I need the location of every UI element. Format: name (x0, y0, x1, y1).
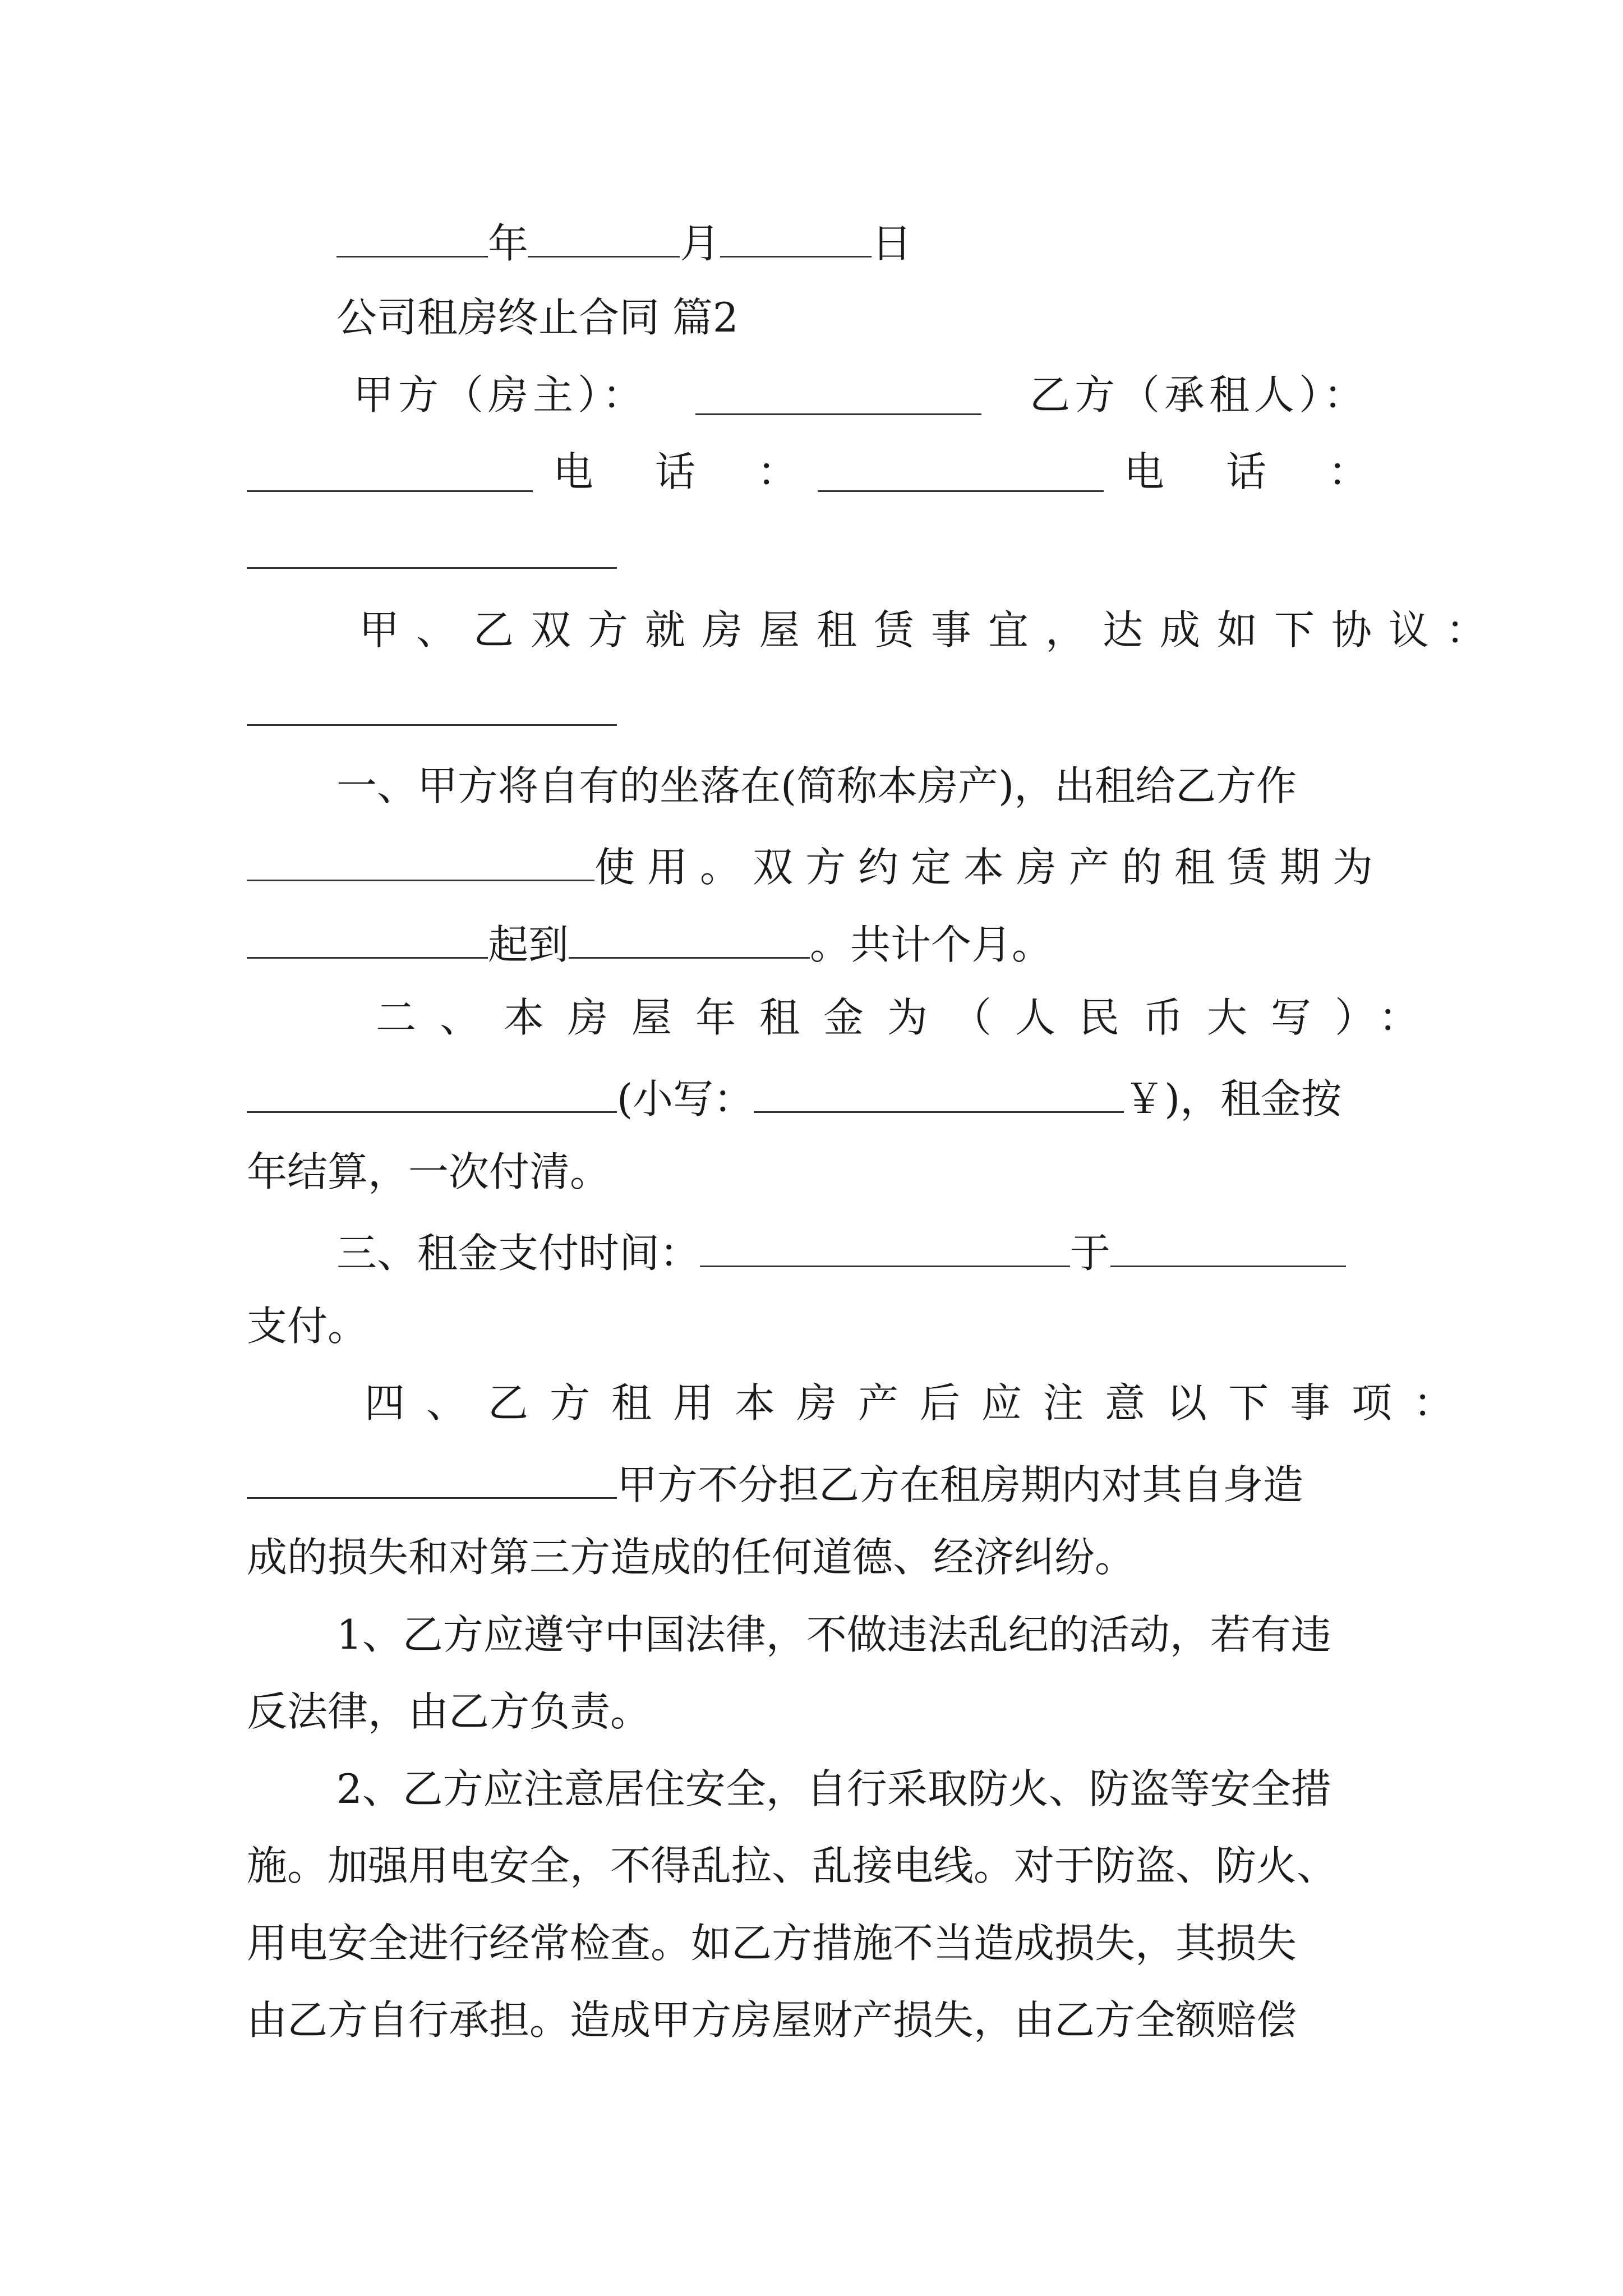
intro-line: 甲、乙双方就房屋租赁事宜，达成如下协议： (359, 606, 1504, 654)
party-b-label: 乙方（承租人）： (1029, 371, 1368, 418)
clause1-text-c2: 。共计个月。 (810, 921, 1053, 968)
clause2-upper-blank (247, 1074, 617, 1113)
item1-line-b: 反法律，由乙方负责。 (247, 1688, 651, 1735)
clause2-text-b1: (小写： (617, 1075, 754, 1122)
clause2-text-b2: ￥)，租金按 (1124, 1075, 1342, 1122)
clause2-line-a: 二、本房屋年租金为（人民币大写）： (376, 994, 1443, 1041)
clause4-line-c: 成的损失和对第三方造成的任何道德、经济纠纷。 (247, 1534, 1136, 1581)
clause4-text-b: 甲方不分担乙方在租房期内对其自身造 (617, 1461, 1304, 1508)
clause1-start-blank (247, 920, 488, 959)
item1-line-a: 1、乙方应遵守中国法律，不做违法乱纪的活动，若有违 (336, 1611, 1331, 1658)
year-blank (336, 219, 488, 257)
day-label: 日 (872, 220, 912, 267)
month-label: 月 (680, 220, 721, 267)
phone-1-blank (818, 453, 1104, 492)
clause3-time-blank (700, 1228, 1070, 1267)
clause1-use-blank (247, 843, 594, 881)
item2-line-c: 用电安全进行经常检查。如乙方措施不当造成损失，其损失 (247, 1920, 1297, 1967)
parties-line (353, 371, 1368, 418)
clause1-line-a: 一、甲方将自有的坐落在(简称本房产)，出租给乙方作 (336, 762, 1297, 809)
clause2-line-c: 年结算，一次付清。 (247, 1148, 611, 1195)
clause3-line-b: 支付。 (247, 1303, 368, 1350)
party-b-name-blank (247, 453, 533, 492)
phone-line (247, 448, 1430, 495)
clause4-blank (247, 1460, 617, 1499)
clause1-end-blank (569, 920, 810, 959)
party-a-label: 甲方（房主）： (353, 371, 648, 418)
clause3-text-a1: 三、租金支付时间： (336, 1230, 700, 1277)
item2-line-d: 由乙方自行承担。造成甲方房屋财产损失，由乙方全额赔偿 (247, 1996, 1297, 2044)
month-blank (528, 219, 680, 257)
clause4-line-b (247, 1460, 1304, 1508)
phone-2-line (247, 530, 617, 575)
phone-2-blank (247, 530, 617, 569)
intro-blank-line (247, 687, 617, 732)
phone-label-1: 电话： (552, 448, 859, 495)
phone-label-2: 电话： (1123, 448, 1430, 495)
intro-blank (247, 687, 617, 726)
clause1-text-b: 使用。双方约定本房产的租赁期为 (594, 844, 1386, 891)
item2-line-b: 施。加强用电安全，不得乱拉、乱接电线。对于防盗、防火、 (247, 1842, 1338, 1889)
clause4-line-a: 四、乙方租用本房产后应注意以下事项： (365, 1379, 1476, 1427)
clause1-text-c1: 起到 (488, 921, 569, 968)
item2-line-a: 2、乙方应注意居住安全，自行采取防火、防盗等安全措 (336, 1765, 1331, 1812)
clause2-lower-blank (754, 1074, 1124, 1113)
date-line (336, 219, 912, 267)
document-title: 公司租房终止合同 篇2 (336, 294, 739, 341)
clause1-line-c (247, 920, 1053, 968)
year-label: 年 (488, 220, 529, 267)
day-blank (720, 219, 872, 257)
clause3-text-a2: 于 (1070, 1230, 1111, 1277)
party-a-blank (695, 376, 981, 415)
clause1-line-b (247, 843, 1386, 891)
clause3-place-blank (1110, 1228, 1346, 1267)
clause3-line-a (336, 1228, 1346, 1277)
clause2-line-b (247, 1074, 1342, 1122)
